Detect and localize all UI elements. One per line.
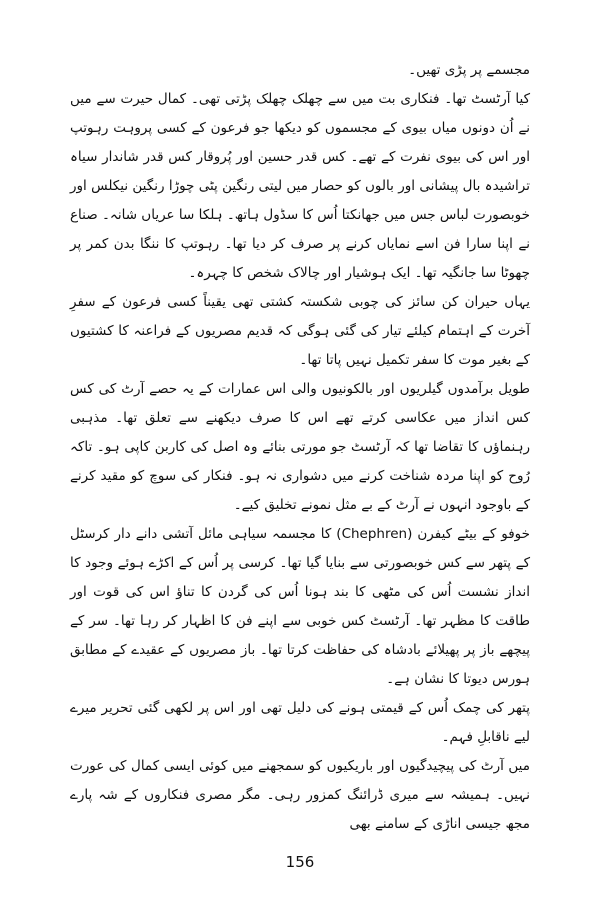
paragraph-5: خوفو کے بیٹے کیفرن (Chephren) کا مجسمہ سیاہی مائل آتشی دانے دار کرسٹل کے پتھر سے کس خوبصورتی سے بنایا گیا تھا۔ کرسی پر اُس کے اکڑے ہوئے وجود کا انداز نشست اُس کی مٹھی کا بند ہونا اُس کی گردن کا تناؤ اس کی قوت اور طاقت کا مظہر تھا۔ آرٹسٹ کس خوبی سے اپنے فن کا اظہار کر رہا تھا۔ سر کے پیچھے باز پر پھیلائے بادشاہ کی حفاظت کرتا تھا۔ باز مصریوں کے عقیدے کے مطابق ہورس دیوتا کا نشان ہے۔ [70,526,531,687]
paragraph-3: یہاں حیران کن سائز کی چوبی شکستہ کشتی تھی یقیناً کسی فرعون کے سفرِ آخرت کے اہتمام کیلئے تیار کی گئی ہوگی کہ قدیم مصریوں کے فراعنہ کا کشتیوں کے بغیر موت کا سفر تکمیل نہیں پاتا تھا۔ [70,294,530,368]
paragraph-2: کیا آرٹسٹ تھا۔ فنکاری بت میں سے چھلک چھلک پڑتی تھی۔ کمال حیرت سے میں نے اُن دونوں میاں بیوی کے مجسموں کو دیکھا جو فرعون کے کسی پروہت رہوتپ اور اس کی بیوی نفرت کے تھے۔ کس قدر حسین اور پُروقار کس قدر شاندار سیاہ تراشیدہ بال پیشانی اور بالوں کو حصار میں لیتی رنگین پٹی چوڑا رنگین نیکلس اور خوبصورت لباس جس میں جھانکتا اُس کا سڈول ہاتھ۔ ہلکا سا عریاں شانہ۔ صناع نے اپنا سارا فن اسے نمایاں کرنے پر صرف کر دیا تھا۔ رہوتپ کا ننگا بدن کمر پر چھوٹا سا جانگیہ تھا۔ ایک ہوشیار اور چالاک شخص کا چہرہ۔ [70,91,530,281]
body-text [70,56,530,839]
paragraph-1: مجسمے پر پڑی تھیں۔ [408,62,530,78]
paragraph-4: طویل برآمدوں گیلریوں اور بالکونیوں والی اس عمارات کے یہ حصے آرٹ کی کس کس انداز میں عکاسی کرتے تھے اس کا صرف دیکھنے سے تعلق تھا۔ مذہبی رہنماؤں کا تقاضا تھا کہ آرٹسٹ جو مورتی بنائے وہ اصل کی کاربن کاپی ہو۔ تاکہ رُوح کو اپنا مردہ شناخت کرنے میں دشواری نہ ہو۔ فنکار کی سوچ کو مقید کرنے کے باوجود انہوں نے آرٹ کے بے مثل نمونے تخلیق کیے۔ [70,381,530,513]
paragraph-7: میں آرٹ کی پیچیدگیوں اور باریکیوں کو سمجھنے میں کوئی ایسی کمال کی عورت نہیں۔ ہمیشہ سے میری ڈرائنگ کمزور رہی۔ مگر مصری فنکاروں کے شہ پارے مجھ جیسی اناڑی کے سامنے بھی [70,758,530,832]
page-number: 156 [285,853,315,871]
paragraph-6: پتھر کی چمک اُس کے قیمتی ہونے کی دلیل تھی اور اس پر لکھی گئی تحریر میرے لیے ناقابلِ فہم۔ [70,700,530,745]
